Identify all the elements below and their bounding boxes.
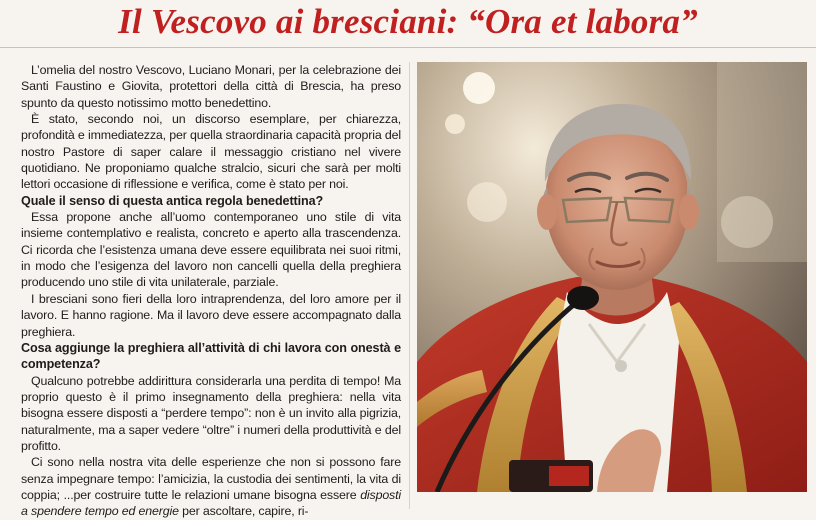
- question-heading: Cosa aggiunge la preghiera all’attività di chi lavora con onestà e competenza?: [21, 340, 401, 372]
- article-paragraph: I bresciani sono fieri della loro intraprendenza, del loro amore per il lavoro. E hanno ragione. Ma il lavoro deve essere accompagnato dalla preghiera.: [21, 291, 401, 339]
- article-body: [21, 62, 401, 520]
- bishop-photo: [417, 62, 807, 492]
- emphasis-text: disposti a spendere tempo ed energie: [21, 487, 401, 519]
- text-run: per ascoltare, capire, ri-: [178, 504, 309, 519]
- bishop-portrait-illustration: [417, 62, 807, 492]
- article-paragraph: È stato, secondo noi, un discorso esemplare, per chiarezza, profondità e immediatezza, per quella straordinaria capacità propria del nostro Pastore di saper calare il messaggio cristiano nel vivere quotidiano. Ne proponiamo qualche stralcio, sicuri che sarà per molti lettori occasione di riflessione e verifica, come è stato per noi.: [21, 112, 401, 192]
- headline: Il Vescovo ai bresciani: “Ora et labora”: [118, 2, 698, 41]
- headline-rule: [0, 47, 816, 48]
- article-paragraph: [21, 454, 401, 519]
- question-heading: Quale il senso di questa antica regola benedettina?: [21, 193, 324, 208]
- column-divider: [409, 62, 410, 509]
- article-intro: L’omelia del nostro Vescovo, Luciano Monari, per la celebrazione dei Santi Faustino e Giovita, protettori della città di Brescia, ha preso spunto da questo notissimo motto benedettino.: [21, 63, 401, 110]
- article-paragraph: Qualcuno potrebbe addirittura considerarla una perdita di tempo! Ma proprio questo è il primo insegnamento della preghiera: nella vita bisogna essere disposti a “perdere tempo”: non è un invito alla pigrizia, naturalmente, ma a saper vedere “oltre” i numeri della produttività e del profitto.: [21, 373, 401, 453]
- text-run: Ci sono nella nostra vita delle esperienze che non si possono fare senza impegnare tempo: l’amicizia, la custodia dei sentimenti, la vita di coppia; ...per costruire tutte le relazioni umane bisogna essere: [21, 455, 401, 502]
- article-paragraph: Essa propone anche all’uomo contemporaneo uno stile di vita insieme contemplativo e realista, concreto e aperto alla trascendenza. Ci ricorda che l’esistenza umana deve essere equilibrata nei suoi ritmi, in modo che l’esigenza del lavoro non cancelli quella della preghiera producendo uno stile di vita unilaterale, parziale.: [21, 210, 401, 290]
